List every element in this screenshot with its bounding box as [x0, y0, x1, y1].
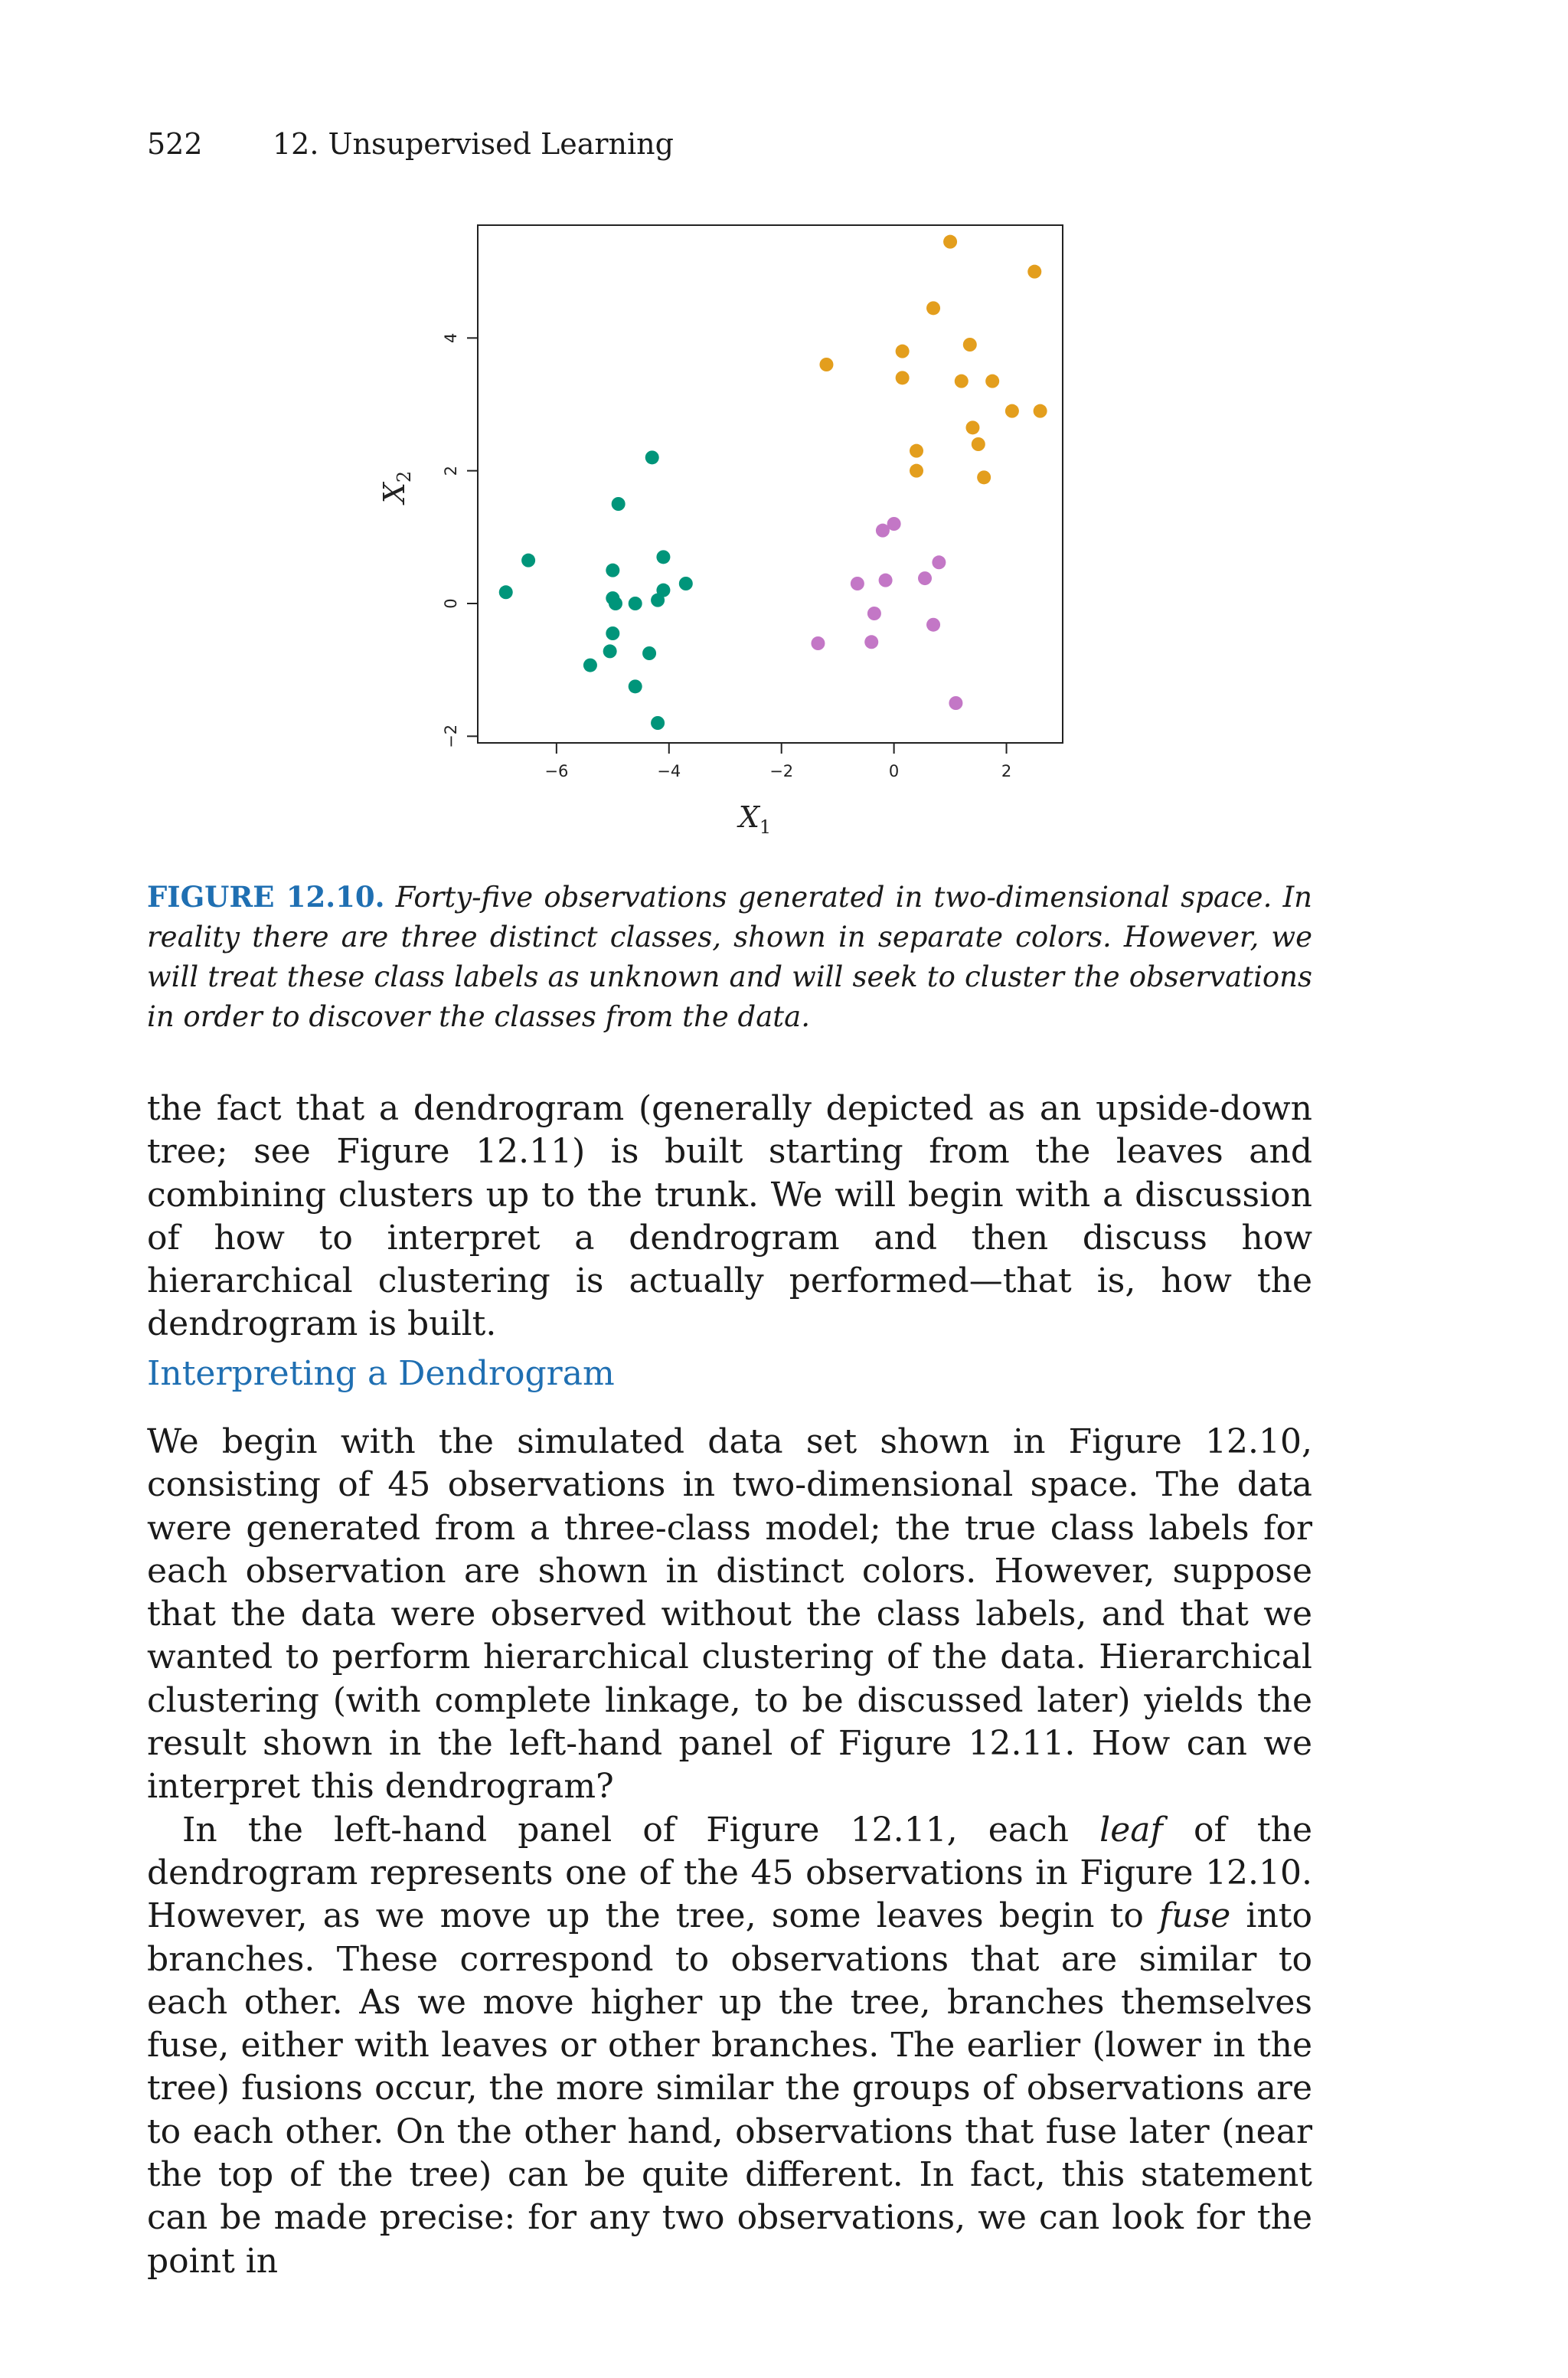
- x-tick-label: 2: [1001, 762, 1012, 780]
- data-point: [583, 659, 597, 672]
- y-tick-label: 2: [442, 465, 460, 476]
- data-point: [1027, 265, 1041, 279]
- body-paragraphs: [147, 1421, 1312, 2283]
- data-point: [811, 636, 825, 650]
- data-point: [851, 577, 864, 590]
- y-axis-label: $X_2$: [377, 470, 415, 504]
- data-point: [1005, 404, 1019, 418]
- data-point: [642, 646, 656, 660]
- data-point: [879, 574, 893, 587]
- x-tick-label: −6: [544, 762, 569, 780]
- data-point: [606, 564, 619, 577]
- paragraph-text: In the left-hand panel of Figure 12.11, each leaf of the dendrogram represents one of the 45 observations in Figure 12.10. However, as we move up the tree, some leaves begin to fuse into branches. These correspond to observations that are similar to each other. As we move higher up the tree, branches themselves fuse, either with leaves or other branches. The earlier (lower in the tree) fusions occur, the more similar the groups of observations are to each other. On the other hand, observations that fuse later (near the top of the tree) can be quite different. In fact, this statement can be made precise: for any two observations, we can look for the point in: [147, 1810, 1312, 2281]
- data-point: [499, 585, 513, 599]
- page-number: 522: [147, 127, 203, 161]
- data-point: [609, 597, 622, 610]
- data-point: [679, 577, 693, 590]
- data-point: [651, 594, 665, 607]
- y-tick-label: 0: [442, 598, 460, 609]
- data-point: [819, 358, 833, 371]
- data-point: [867, 607, 881, 620]
- data-point: [972, 437, 985, 451]
- chapter-title: 12. Unsupervised Learning: [273, 127, 674, 161]
- data-points: [499, 235, 1047, 730]
- data-point: [606, 626, 619, 640]
- data-point: [949, 696, 962, 710]
- data-point: [977, 470, 991, 484]
- figure-label: FIGURE 12.10.: [147, 880, 385, 914]
- body-paragraph-1: [147, 1088, 1312, 1346]
- data-point: [656, 550, 670, 564]
- scatter-plot: [368, 214, 1087, 842]
- data-point: [926, 618, 940, 632]
- data-point: [612, 497, 626, 511]
- data-point: [876, 524, 890, 538]
- data-point: [943, 235, 957, 249]
- data-point: [932, 555, 946, 569]
- x-tick-label: −2: [769, 762, 794, 780]
- y-tick-label: 4: [442, 332, 460, 344]
- data-point: [965, 420, 979, 434]
- data-point: [955, 375, 969, 388]
- data-point: [896, 345, 910, 358]
- data-point: [985, 375, 999, 388]
- x-tick-label: 0: [888, 762, 900, 780]
- paragraph-text: We begin with the simulated data set shown in Figure 12.10, consisting of 45 observations in two-dimensional space. The data were generated from a three-class model; the true class labels for each observation are shown in distinct colors. However, suppose that the data were observed without the class labels, and that we wanted to perform hierarchical clustering of the data. Hierarchical clustering (with complete linkage, to be discussed later) yields the result shown in the left-hand panel of Figure 12.11. How can we interpret this dendrogram?: [147, 1422, 1312, 1807]
- x-axis-label: $X_1$: [738, 800, 772, 838]
- data-point: [918, 571, 932, 585]
- data-point: [521, 554, 535, 568]
- data-point: [629, 679, 642, 693]
- data-point: [864, 635, 878, 649]
- data-point: [603, 644, 617, 658]
- figure-caption-text: Forty-five observations generated in two-dimensional space. In reality there are three distinct classes, shown in separate colors. However, we will treat these class labels as unknown and will seek to cluster the observations in order to discover the classes from the data.: [147, 881, 1313, 1033]
- data-point: [963, 338, 977, 352]
- data-point: [910, 444, 923, 458]
- paragraph-text: the fact that a dendrogram (generally depicted as an upside-down tree; see Figure 12.11) is built starting from the leaves and combining clusters up to the trunk. We will begin with a discussion of how to interpret a dendrogram and then discuss how hierarchical clustering is actually performed—that is, how the dendrogram is built.: [147, 1089, 1312, 1344]
- x-tick-label: −4: [657, 762, 681, 780]
- data-point: [910, 464, 923, 478]
- plot-frame: [478, 225, 1063, 743]
- data-point: [1034, 404, 1047, 418]
- x-axis: [544, 743, 1011, 780]
- running-head: [147, 127, 674, 161]
- data-point: [629, 597, 642, 610]
- y-tick-label: −2: [442, 724, 460, 748]
- data-point: [651, 716, 665, 730]
- data-point: [926, 301, 940, 315]
- data-point: [645, 450, 659, 464]
- y-axis: [442, 333, 478, 748]
- section-title: Interpreting a Dendrogram: [147, 1354, 615, 1393]
- data-point: [896, 371, 910, 384]
- figure-caption: [147, 877, 1312, 1037]
